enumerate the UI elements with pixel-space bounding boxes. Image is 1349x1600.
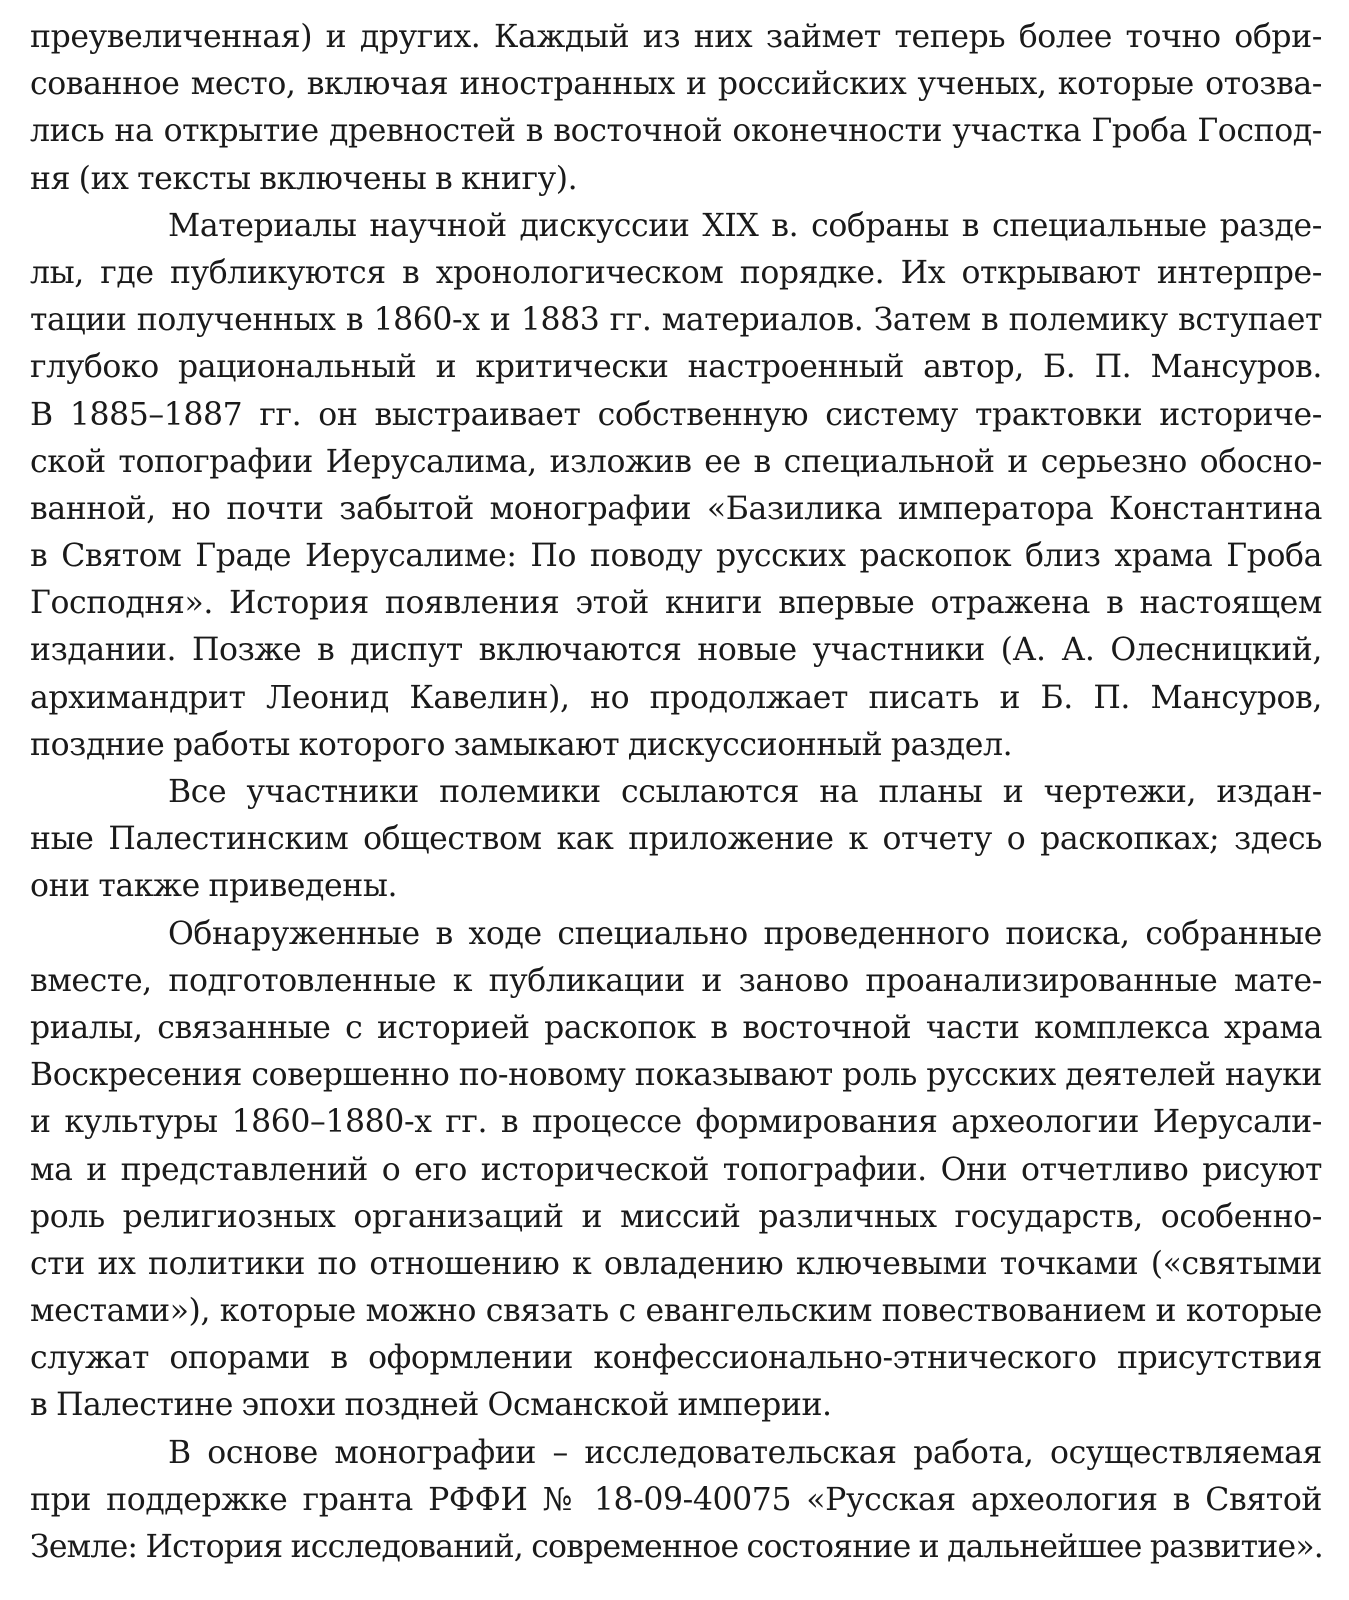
text-line: сованное место, включая иностранных и российских ученых, которые отозва- — [30, 66, 1322, 103]
text-line: лы, где публикуются в хронологическом порядке. Их открывают интерпре- — [30, 254, 1322, 291]
text-line: Земле: История исследований, современное состояние и дальнейшее развитие». — [30, 1529, 1324, 1565]
text-line: В 1885–1887 гг. он выстраивает собственную систему трактовки историче- — [30, 396, 1322, 433]
text-line: ванной, но почти забытой монографии «Базилика императора Константина — [30, 490, 1322, 527]
text-line: местами»), которые можно связать с евангельским повествованием и которые — [30, 1293, 1322, 1330]
text-line: тации полученных в 1860-х и 1883 гг. материалов. Затем в полемику вступает — [30, 302, 1322, 339]
text-line: и культуры 1860–1880-х гг. в процессе формирования археологии Иерусали- — [30, 1104, 1322, 1141]
text-line: ской топографии Иерусалима, изложив ее в специальной и серьезно обосно- — [30, 443, 1322, 480]
paragraph-2 — [30, 203, 1322, 769]
text-line: архимандрит Леонид Кавелин), но продолжает писать и Б. П. Мансуров, — [30, 679, 1322, 716]
text-line: ня (их тексты включены в книгу). — [30, 160, 578, 197]
text-line: лись на открытие древностей в восточной оконечности участка Гроба Господ- — [30, 113, 1322, 150]
text-line: преувеличенная) и других. Каждый из них займет теперь более точно обри- — [30, 19, 1322, 55]
text-line: В основе монографии – исследовательская работа, осуществляемая — [168, 1434, 1322, 1471]
text-line: вместе, подготовленные к публикации и заново проанализированные мате- — [30, 962, 1322, 999]
text-line: ные Палестинским обществом как приложение к отчету о раскопках; здесь — [30, 821, 1322, 858]
text-line: Господня». История появления этой книги впервые отражена в настоящем — [30, 585, 1322, 622]
text-line: издании. Позже в диспут включаются новые участники (А. А. Олесницкий, — [30, 632, 1322, 669]
paragraph-5 — [30, 1430, 1322, 1572]
text-line: в Святом Граде Иерусалиме: По поводу русских раскопок близ храма Гроба — [30, 538, 1322, 575]
document-page — [30, 14, 1322, 1571]
text-line: служат опорами в оформлении конфессионально-этнического присутствия — [30, 1340, 1322, 1377]
text-line: Обнаруженные в ходе специально проведенного поиска, собранные — [168, 915, 1322, 952]
text-line: Воскресения совершенно по-новому показывают роль русских деятелей науки — [30, 1057, 1322, 1094]
paragraph-4 — [30, 911, 1322, 1430]
text-line: при поддержке гранта РФФИ № 18-09-40075 «Русская археология в Святой — [30, 1481, 1322, 1518]
text-line: сти их политики по отношению к овладению ключевыми точками («святыми — [30, 1245, 1322, 1282]
text-line: риалы, связанные с историей раскопок в восточной части комплекса храма — [30, 1009, 1322, 1046]
text-line: в Палестине эпохи поздней Османской империи. — [30, 1387, 832, 1424]
text-line: они также приведены. — [30, 868, 398, 905]
paragraph-3 — [30, 769, 1322, 911]
text-line: ма и представлений о его исторической топографии. Они отчетливо рисуют — [30, 1151, 1322, 1188]
paragraph-1 — [30, 14, 1322, 203]
text-line: Материалы научной дискуссии XIX в. собраны в специальные разде- — [168, 207, 1322, 244]
text-line: поздние работы которого замыкают дискуссионный раздел. — [30, 726, 1013, 763]
text-line: роль религиозных организаций и миссий различных государств, особенно- — [30, 1198, 1322, 1235]
text-line: Все участники полемики ссылаются на планы и чертежи, издан- — [168, 774, 1322, 810]
text-line: глубоко рациональный и критически настроенный автор, Б. П. Мансуров. — [30, 349, 1322, 386]
